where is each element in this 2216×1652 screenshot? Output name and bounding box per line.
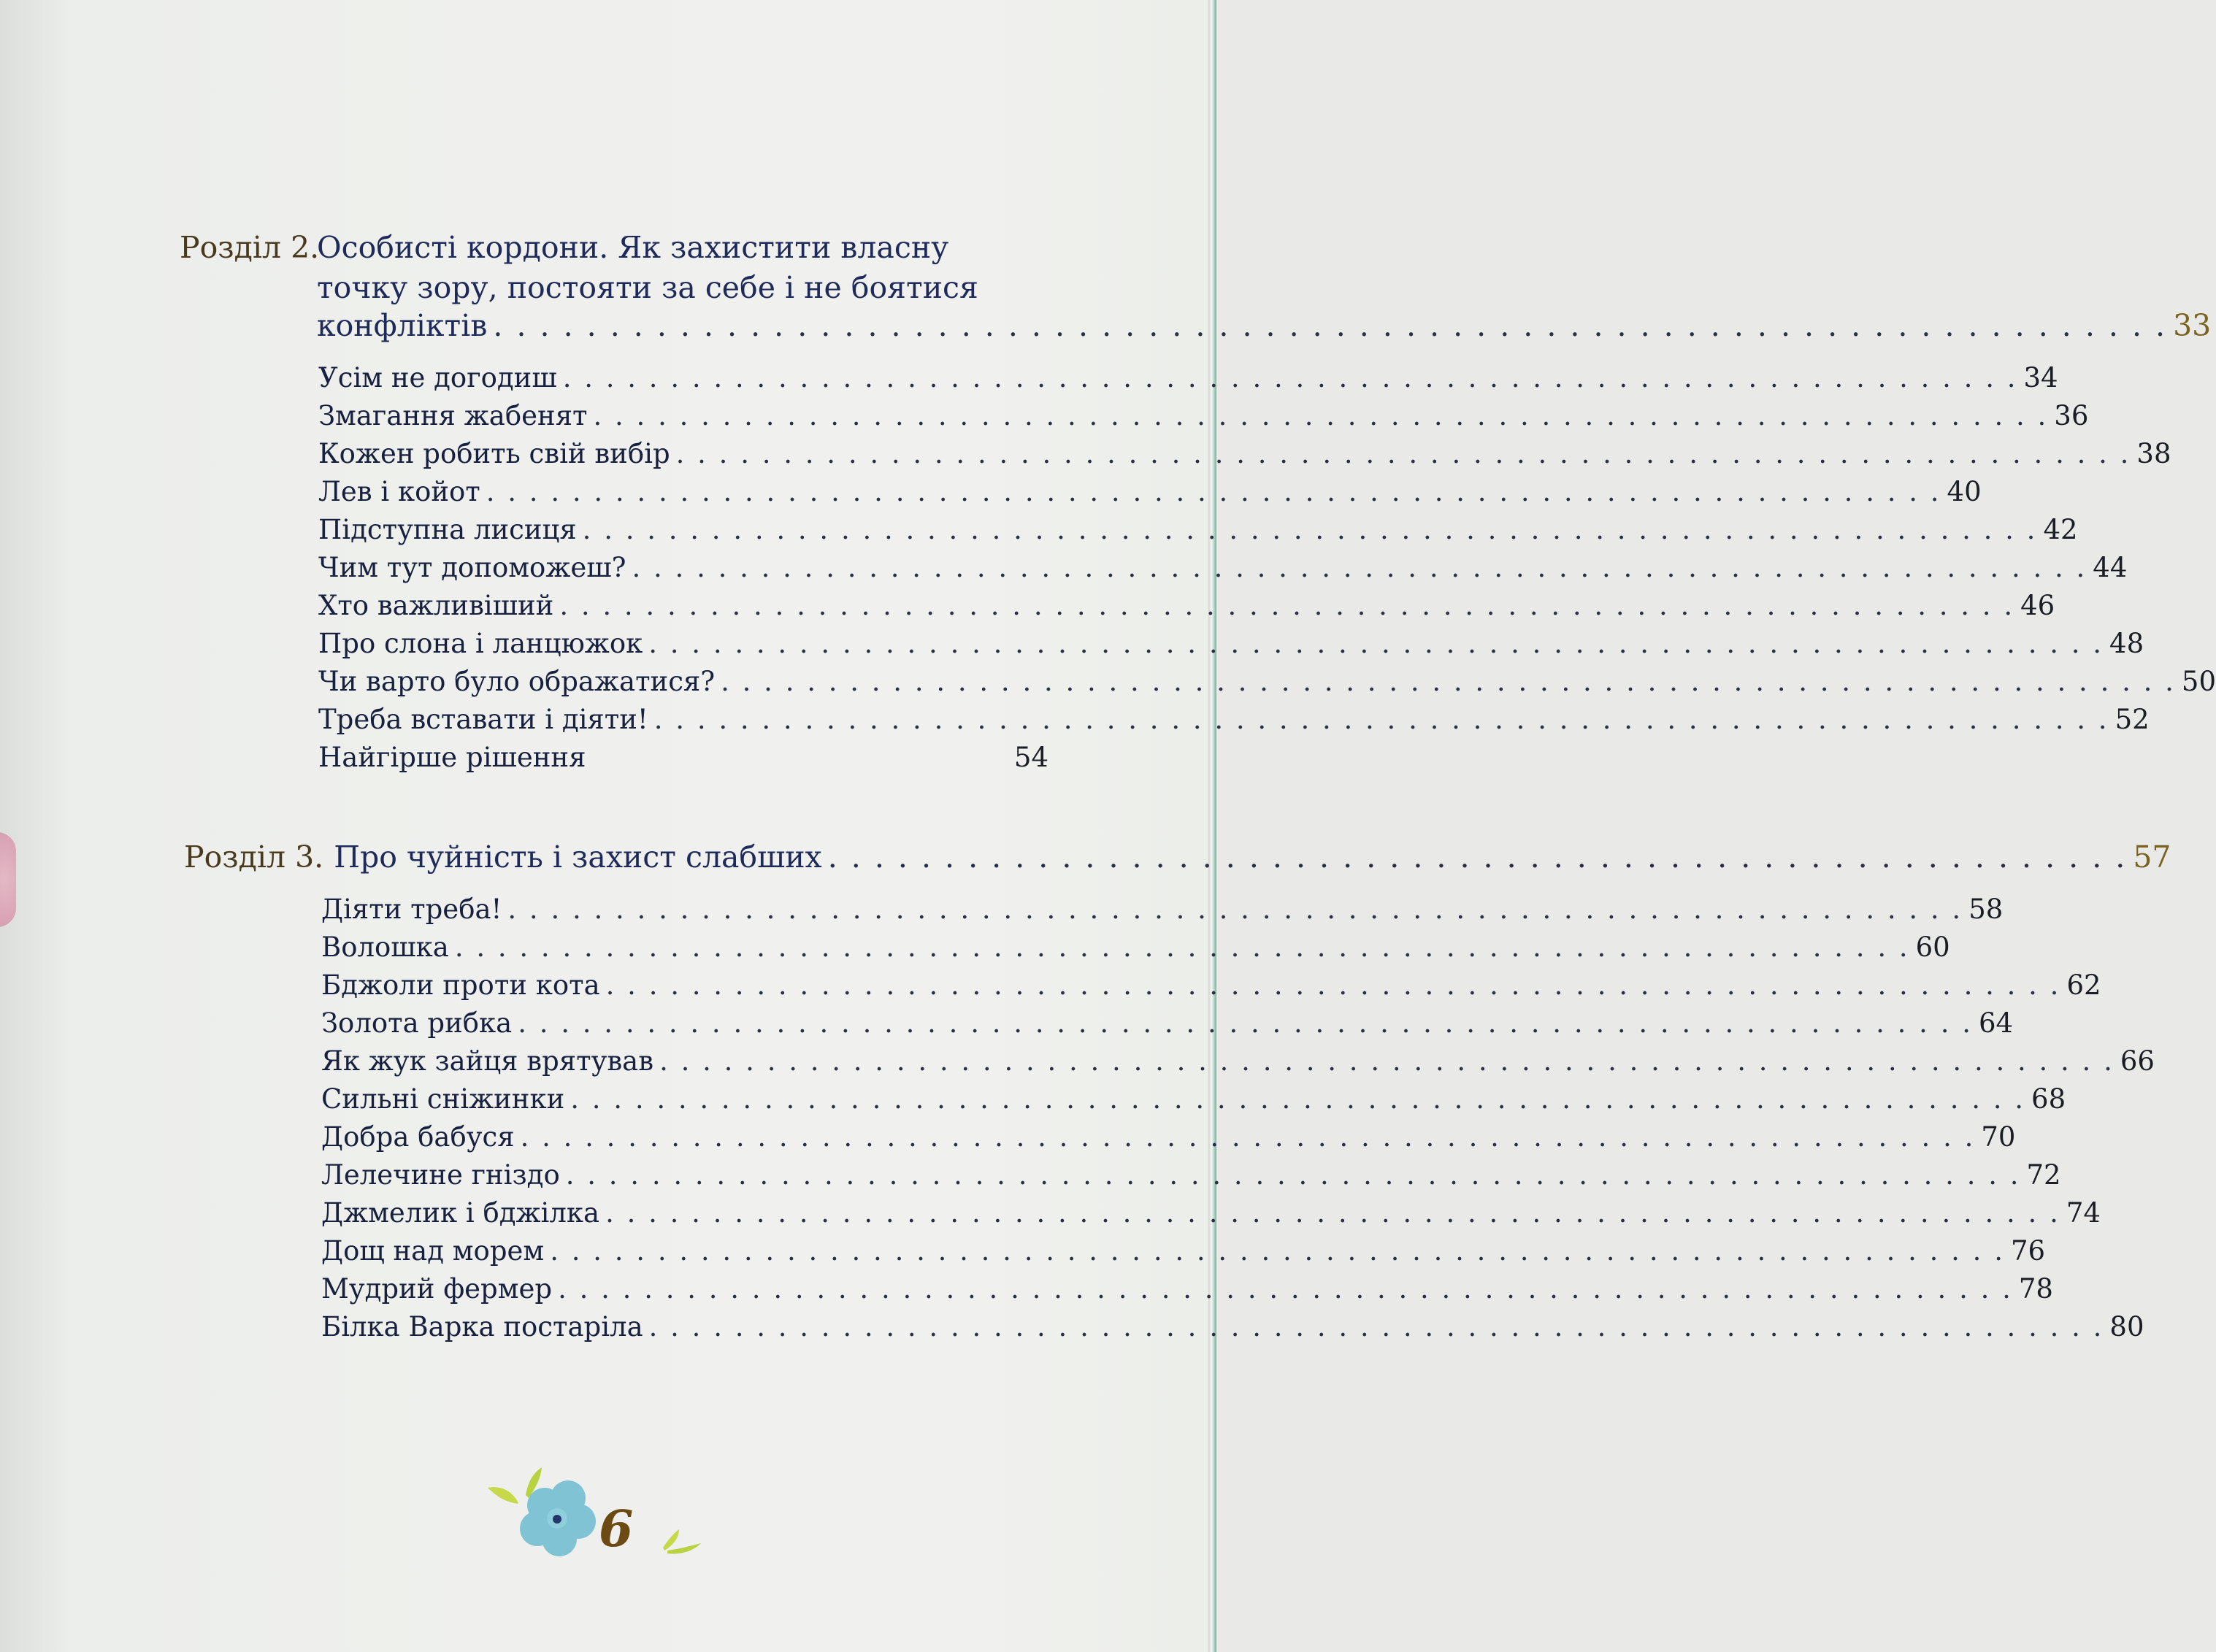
story-page: 74 [2066, 1197, 2101, 1229]
leader-dots: . . . . . . . . . . . . . . . . . . . . . . . . . . . . . . . . . . . . . . . . . . . . . . . . . . . . . . . . [827, 840, 2128, 875]
story-page: 38 [2136, 438, 2171, 469]
page-edge [1208, 0, 1216, 1652]
leader-dots: . . . . . . . . . . . . . . . . . . . . . . . . . . . . . . . . . . . . . . . . . . . . . . . . . . . . . . . . . . . . . . . . . . . . [653, 704, 2109, 735]
toc-entry [321, 1232, 2046, 1270]
leader-dots: . . . . . . . . . . . . . . . . . . . . . . . . . . . . . . . . . . . . . . . . . . . . . . . . . . . . . . . . . . . . . . . . . . . . [593, 400, 2049, 431]
leader-dots: . . . . . . . . . . . . . . . . . . . . . . . . . . . . . . . . . . . . . . . . . . . . . . . . . . . . . . . . . . . . . . . . . . . . [648, 1311, 2104, 1342]
story-page: 76 [2010, 1235, 2046, 1267]
chapter-2-page: 33 [2173, 308, 2212, 343]
toc-entry [321, 967, 2101, 1004]
toc-entry [318, 397, 2089, 435]
toc-entry [318, 701, 2150, 739]
leader-dots: . . . . . . . . . . . . . . . . . . . . . . . . . . . . . . . . . . . . . . . . . . . . . . . . . . . . . . . . . . . . . . . . . . . . [605, 1197, 2060, 1229]
leader-dots: . . . . . . . . . . . . . . . . . . . . . . . . . . . . . . . . . . . . . . . . . . . . . . . . . . . . . . . . . . . . . . . . . . . . [605, 969, 2061, 1001]
story-page: 78 [2018, 1273, 2053, 1305]
toc-entry [318, 473, 1982, 511]
leader-dots: . . . . . . . . . . . . . . . . . . . . . . . . . . . . . . . . . . . . . . . . . . . . . . . . . . . . . . . . . . . . . . . . . . . . [570, 1083, 2026, 1115]
story-title: Дощ над морем [321, 1235, 545, 1267]
story-title: Усім не догодиш [318, 362, 557, 393]
toc-entry [318, 549, 2128, 587]
leader-dots: . . . . . . . . . . . . . . . . . . . . . . . . . . . . . . . . . . . . . . . . . . . . . . . . . . . . . . . . . . . . . . . . . . . . . . . . [493, 308, 2168, 343]
story-title: Хто важливіший [318, 590, 554, 621]
story-title: Кожен робить свій вибір [318, 438, 670, 469]
story-page: 60 [1915, 931, 1950, 963]
story-page: 42 [2043, 514, 2078, 545]
page-number: 6 [599, 1500, 634, 1559]
story-page: 72 [2026, 1159, 2061, 1191]
story-title: Як жук зайця врятував [321, 1045, 654, 1077]
leader-dots: . . . . . . . . . . . . . . . . . . . . . . . . . . . . . . . . . . . . . . . . . . . . . . . . . . . . . . . . . . . . . . . . . . . . [562, 362, 2018, 393]
story-page: 52 [2115, 704, 2150, 735]
leader-dots: . . . . . . . . . . . . . . . . . . . . . . . . . . . . . . . . . . . . . . . . . . . . . . . . . . . . . . . . . . . . . . . . . . . . [486, 476, 1941, 507]
toc-entry [321, 1194, 2101, 1232]
story-page: 34 [2023, 362, 2058, 393]
thumb-finger [0, 832, 16, 927]
story-title: Чим тут допоможеш? [318, 552, 626, 583]
leader-dots: . . . . . . . . . . . . . . . . . . . . . . . . . . . . . . . . . . . . . . . . . . . . . . . . . . . . . . . . . . . . . . . . . . . . [648, 628, 2104, 659]
leader-dots: . . . . . . . . . . . . . . . . . . . . . . . . . . . . . . . . . . . . . . . . . . . . . . . . . . . . . . . . . . . . . . . . . . . . [559, 590, 2015, 621]
leader-dots: . . . . . . . . . . . . . . . . . . . . . . . . . . . . . . . . . . . . . . . . . . . . . . . . . . . . . . . . . . . . . . . . . . . . [659, 1045, 2115, 1077]
leader-dots: . . . . . . . . . . . . . . . . . . . . . . . . . . . . . . . . . . . . . . . . . . . . . . . . . . . . . . . . . . . . . . . . . . . . [632, 552, 2087, 583]
toc-entry [318, 663, 2216, 701]
toc-entry [321, 1270, 2053, 1308]
toc-entry [321, 1042, 2155, 1080]
story-page: 36 [2054, 400, 2089, 431]
chapter-2-title-line-2: точку зору, постояти за себе і не боятися [317, 270, 978, 305]
leader-dots: . . . . . . . . . . . . . . . . . . . . . . . . . . . . . . . . . . . . . . . . . . . . . . . . . . . . . . . . . . . . . . . . . . . . [675, 438, 2131, 469]
toc-entry [318, 739, 1048, 777]
toc-entry [318, 359, 2058, 397]
leader-dots: . . . . . . . . . . . . . . . . . . . . . . . . . . . . . . . . . . . . . . . . . . . . . . . . . . . . . . . . . . . . . . . . . . . . [582, 514, 2038, 545]
story-page: 40 [1947, 476, 1982, 507]
story-page: 44 [2093, 552, 2128, 583]
story-title: Лелечине гніздо [321, 1159, 560, 1191]
leader-dots: . . . . . . . . . . . . . . . . . . . . . . . . . . . . . . . . . . . . . . . . . . . . . . . . . . . . . . . . . . . . . . . . . . . . [565, 1159, 2021, 1191]
story-page: 80 [2109, 1311, 2144, 1342]
story-title: Підступна лисиця [318, 514, 577, 545]
toc-entry [321, 1004, 2014, 1042]
toc-entry [318, 587, 2055, 625]
story-page: 62 [2066, 969, 2101, 1001]
story-title: Змагання жабенят [318, 400, 588, 431]
story-title: Діяти треба! [321, 894, 502, 925]
story-page: 66 [2120, 1045, 2155, 1077]
story-title: Білка Варка постаріла [321, 1311, 643, 1342]
story-title: Чи варто було ображатися? [318, 666, 716, 697]
toc-entry [321, 891, 2004, 929]
story-title: Сильні сніжинки [321, 1083, 565, 1115]
chapter-2-title-line-3: конфліктів [317, 308, 488, 343]
story-page: 68 [2031, 1083, 2066, 1115]
chapter-3-heading [184, 837, 2171, 877]
chapter-2-label: Розділ 2. [180, 230, 320, 265]
toc-entry [318, 625, 2144, 663]
leader-dots: . . . . . . . . . . . . . . . . . . . . . . . . . . . . . . . . . . . . . . . . . . . . . . . . . . . . . . . . . . . . . . . . . . . . [518, 1007, 1973, 1039]
story-page: 64 [1979, 1007, 2014, 1039]
story-title: Золота рибка [321, 1007, 513, 1039]
story-title: Добра бабуся [321, 1121, 515, 1153]
story-page: 50 [2181, 666, 2216, 697]
chapter-2-last-line [317, 307, 2212, 345]
leader-dots: . . . . . . . . . . . . . . . . . . . . . . . . . . . . . . . . . . . . . . . . . . . . . . . . . . . . . . . . . . . . . . . . . . . . [520, 1121, 1976, 1153]
chapter-3-page: 57 [2133, 840, 2171, 875]
toc-entry [318, 511, 2078, 549]
leader-dots: . . . . . . . . . . . . . . . . . . . . . . . . . . . . . . . . . . . . . . . . . . . . . . . . . . . . . . . . . . . . . . . . . . . . [558, 1273, 2013, 1305]
story-title: Лев і койот [318, 476, 480, 507]
toc-entry [321, 1118, 2016, 1156]
chapter-3-label: Розділ 3. [184, 840, 324, 875]
toc-entry [321, 929, 1950, 967]
story-page: 54 [1013, 742, 1048, 773]
story-title: Бджоли проти кота [321, 969, 600, 1001]
leader-dots: . . . . . . . . . . . . . . . . . . . . . . . . . . . . . . . . . . . . . . . . . . . . . . . . . . . . . . . . . . . . . . . . . . . . [550, 1235, 2005, 1267]
toc-entry [321, 1156, 2061, 1194]
story-title: Волошка [321, 931, 449, 963]
toc-entry [321, 1080, 2066, 1118]
story-title: Про слона і ланцюжок [318, 628, 643, 659]
story-page: 46 [2020, 590, 2055, 621]
story-page: 70 [1981, 1121, 2016, 1153]
chapter-2-title-line-1: Особисті кордони. Як захистити власну [317, 230, 949, 265]
story-title: Мудрий фермер [321, 1273, 553, 1305]
chapter-2-title [317, 228, 1047, 308]
toc-entry [318, 435, 2171, 473]
story-page: 58 [1968, 894, 2004, 925]
chapter-3-title: Про чуйність і захист слабших [334, 840, 822, 875]
leader-dots: . . . . . . . . . . . . . . . . . . . . . . . . . . . . . . . . . . . . . . . . . . . . . . . . . . . . . . . . . . . . . . . . . . . . [454, 931, 1910, 963]
story-title: Треба вставати і діяти! [318, 704, 648, 735]
leader-dots: . . . . . . . . . . . . . . . . . . . . . . . . . . . . . . . . . . . . . . . . . . . . . . . . . . . . . . . . . . . . . . . . . . . . [721, 666, 2176, 697]
story-title: Найгірше рішення [318, 742, 586, 773]
story-page: 48 [2109, 628, 2144, 659]
story-title: Джмелик і бджілка [321, 1197, 600, 1229]
toc-entry [321, 1308, 2144, 1346]
leader-dots: . . . . . . . . . . . . . . . . . . . . . . . . . . . . . . . . . . . . . . . . . . . . . . . . . . . . . . . . . . . . . . . . . . . . [507, 894, 1963, 925]
leader-dots [591, 739, 1008, 777]
